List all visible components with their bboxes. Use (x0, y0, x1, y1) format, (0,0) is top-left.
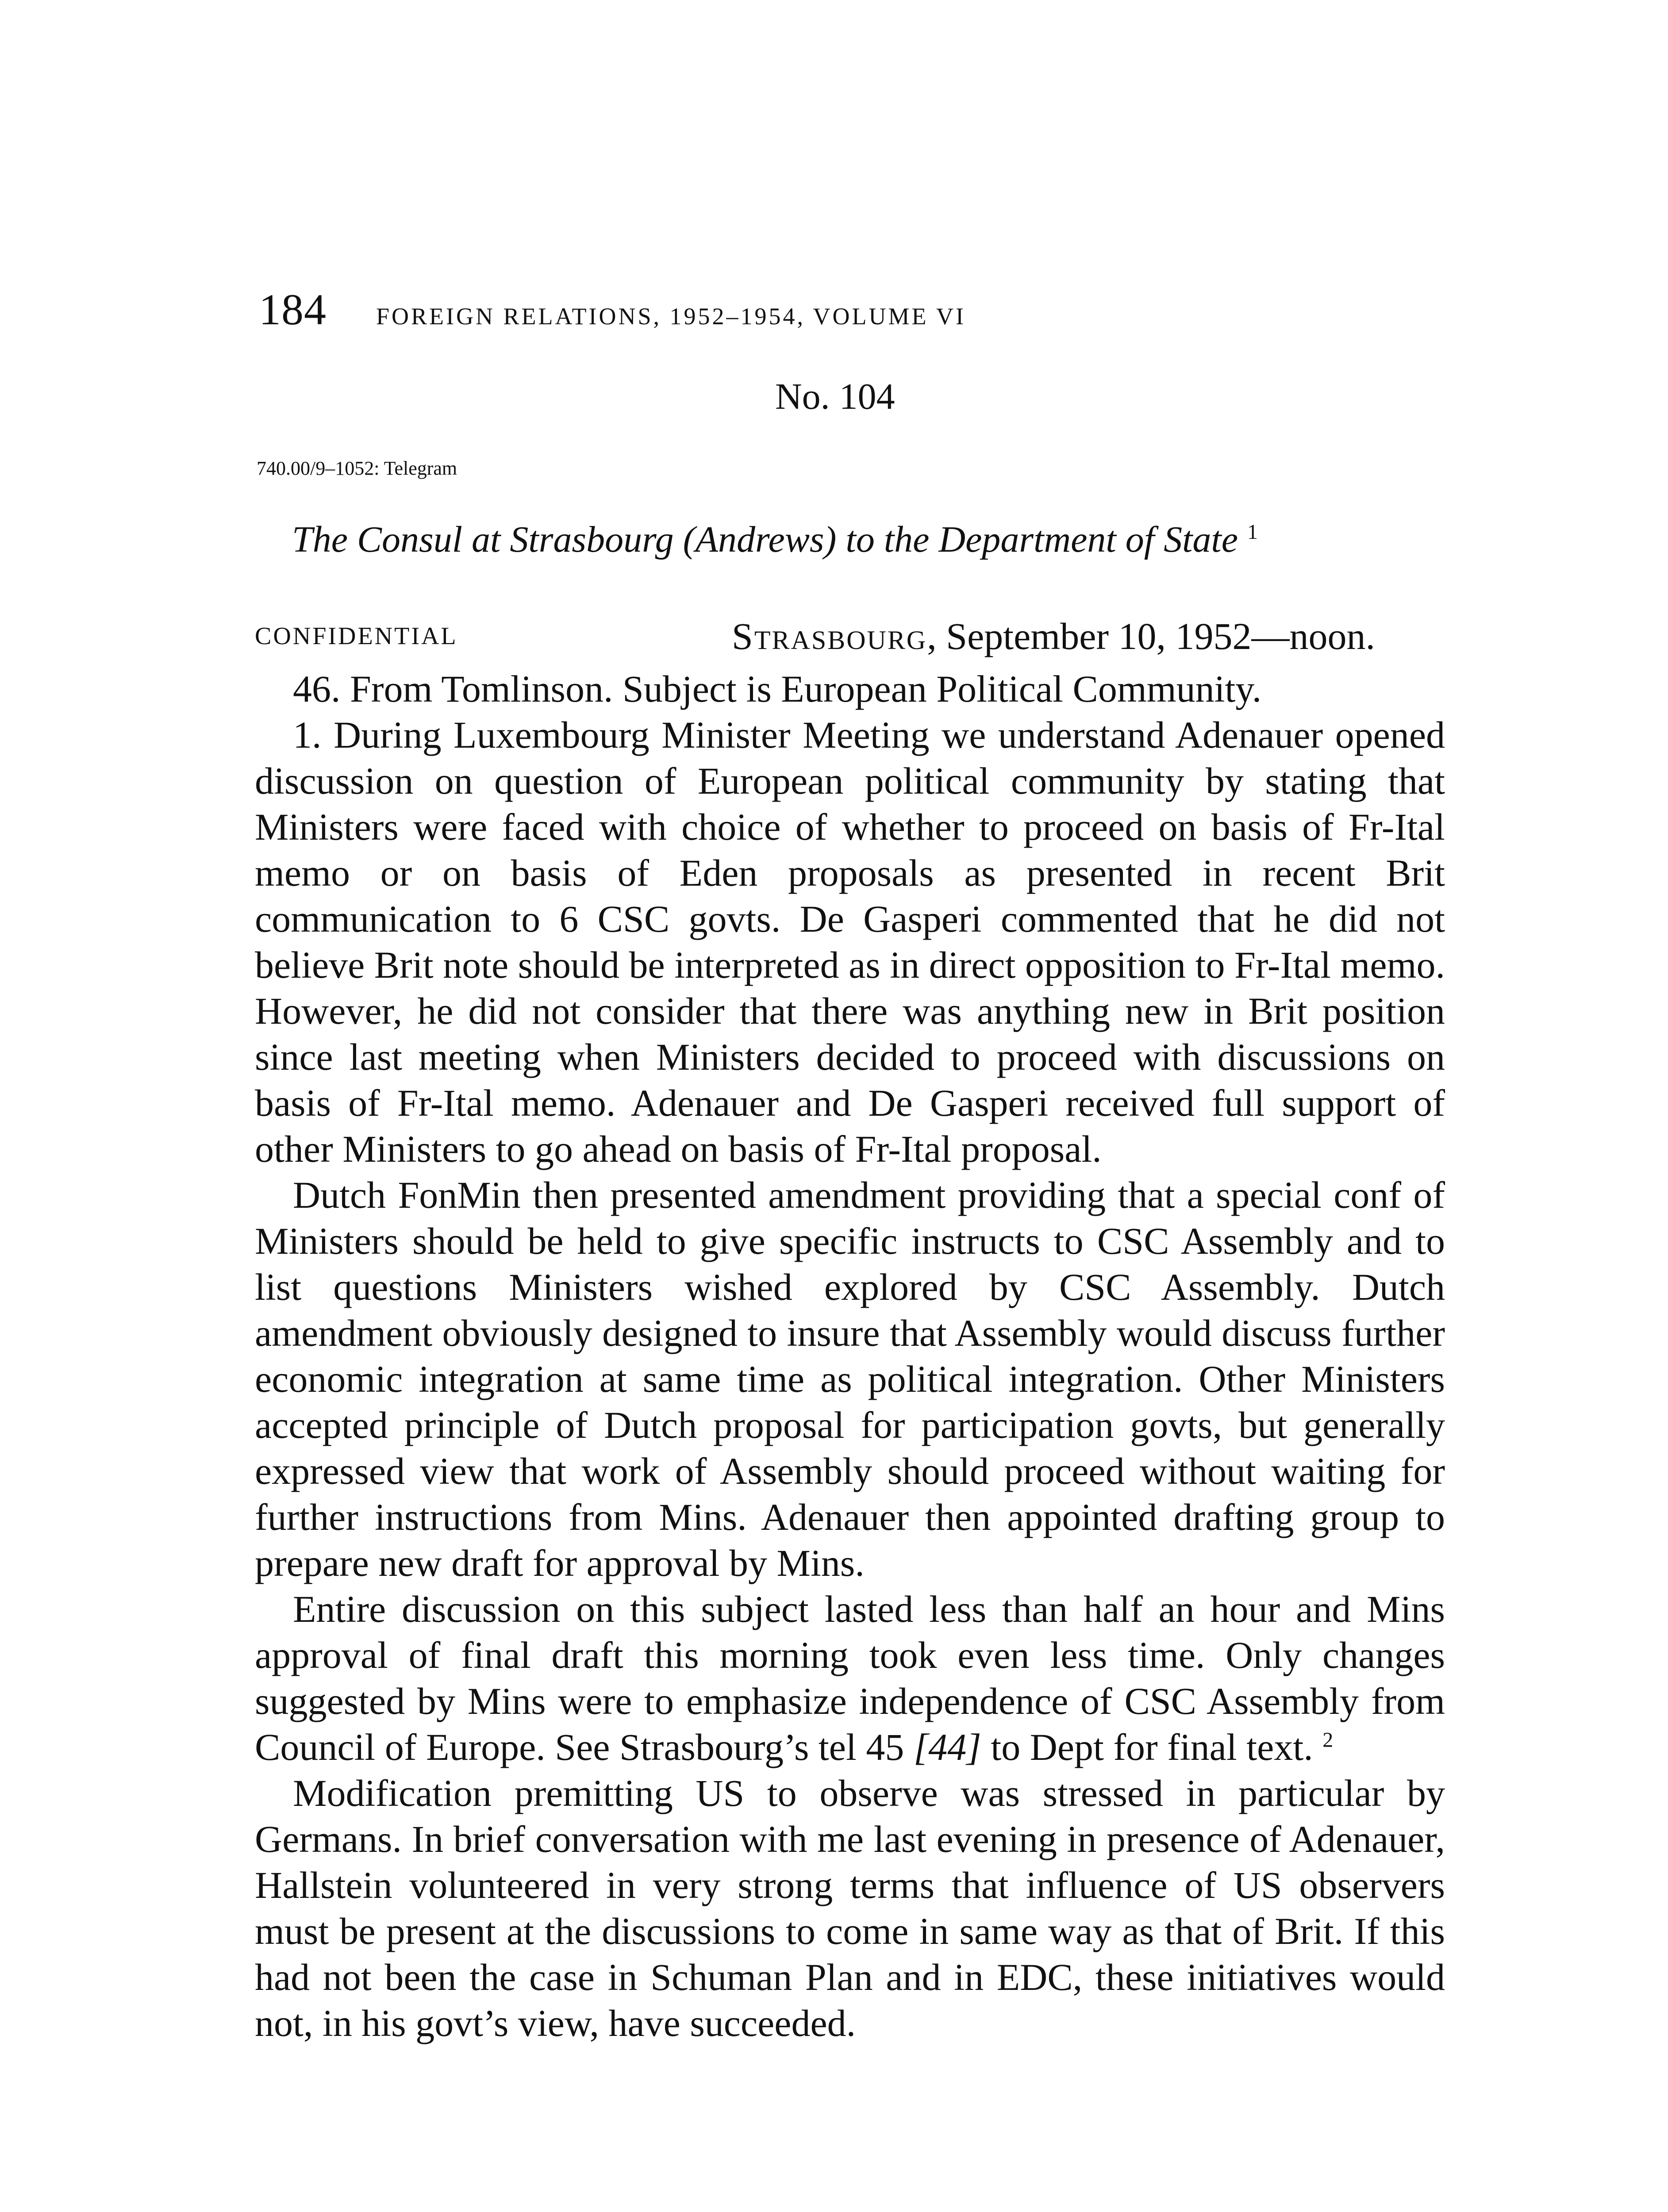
running-head: FOREIGN RELATIONS, 1952–1954, VOLUME VI (376, 303, 966, 330)
document-title (292, 521, 1258, 558)
dateline-date: , September 10, 1952—noon. (927, 615, 1376, 657)
classification-label: CONFIDENTIAL (255, 622, 458, 650)
body-paragraph-1: 1. During Luxembourg Minister Meeting we understand Adenauer opened discussion on question of European political community by stating that Ministers were faced with choice of whether to proceed on basis of Fr-Ital memo or on basis of Eden proposals as presented in recent Brit communication to 6 CSC govts. De Gasperi commented that he did not believe Brit note should be interpreted as in direct opposition to Fr-Ital memo. However, he did not consider that there was anything new in Brit position since last meeting when Ministers decided to proceed with discussions on basis of Fr-Ital memo. Adenauer and De Gasperi received full support of other Ministers to go ahead on basis of Fr-Ital proposal. (255, 714, 1445, 1170)
document-number: No. 104 (775, 376, 895, 417)
body-paragraph-3-text: Entire discussion on this subject lasted less than half an hour and Mins approval of final draft this morning took even less time. Only changes suggested by Mins were to emphasize independence of CSC Assembly from Council of Europe. See Strasbourg’s tel 45 (255, 1588, 1445, 1768)
bracketed-telegram-reference: [44] (913, 1726, 981, 1768)
telegram-body (255, 666, 1445, 2046)
body-paragraph-3 (255, 1586, 1445, 1770)
body-paragraph-intro: 46. From Tomlinson. Subject is European Political Community. (293, 668, 1262, 710)
dateline-place: Strasbourg (732, 615, 927, 657)
body-paragraph-4: Modification premitting US to observe was stressed in particular by Germans. In brief conversation with me last evening in presence of Adenauer, Hallstein volunteered in very strong terms that influence of US observers must be present at the discussions to come in same way as that of Brit. If this had not been the case in Schuman Plan and in EDC, these initiatives would not, in his govt’s view, have succeeded. (255, 1772, 1445, 2044)
body-paragraph-2: Dutch FonMin then presented amendment providing that a special conf of Ministers should be held to give specific instructs to CSC Assembly and to list questions Ministers wished explored by CSC Assembly. Dutch amendment obviously designed to insure that Assembly would discuss further economic integration at same time as political integration. Other Ministers accepted principle of Dutch proposal for participation govts, but generally expressed view that work of Assembly should proceed without waiting for further instructions from Mins. Adenauer then appointed drafting group to prepare new draft for approval by Mins. (255, 1174, 1445, 1584)
dateline (732, 617, 1375, 655)
body-footnote-marker: 2 (1322, 1728, 1334, 1752)
page-number: 184 (259, 285, 327, 334)
body-paragraph-3-ending: to Dept for final text. (991, 1726, 1313, 1768)
file-reference: 740.00/9–1052: Telegram (257, 457, 457, 479)
title-footnote-marker: 1 (1247, 520, 1258, 544)
document-title-text: The Consul at Strasbourg (Andrews) to the Department of State (292, 519, 1238, 560)
